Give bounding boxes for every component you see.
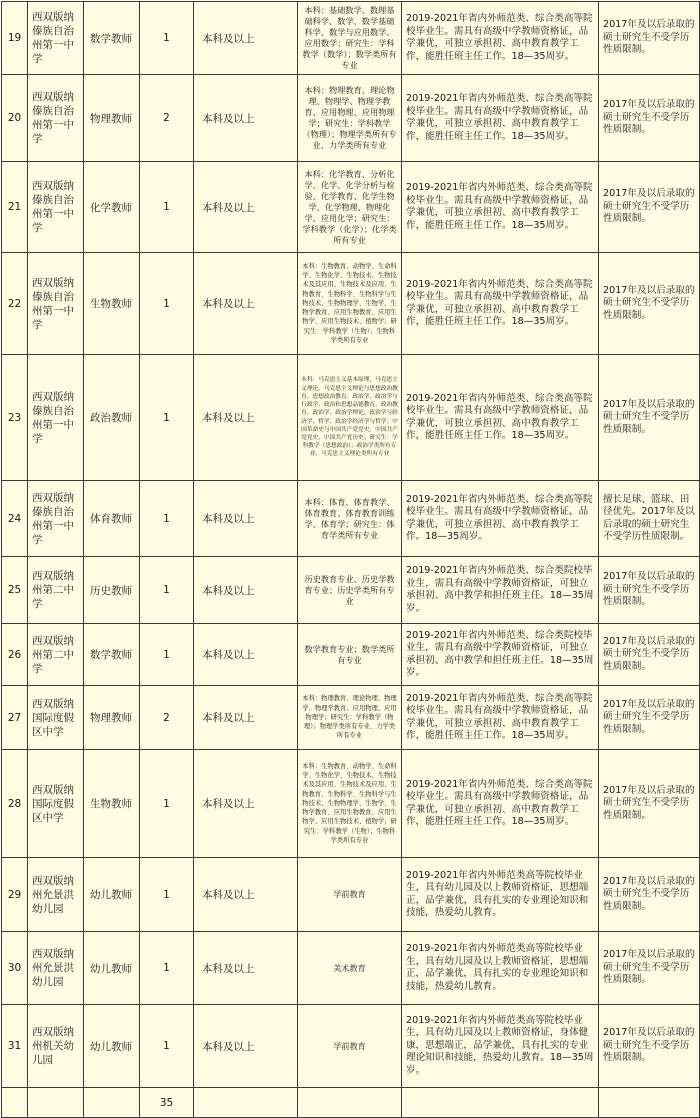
row-number: 20 [2,75,28,162]
other-requirements: 2019-2021年省内外师范类、综合类高等院校毕业生。需具有高级中学教师资格证，品学兼优，可独立承担初、高中教育教学工作。18—35周岁。 [402,481,599,557]
row-number: 29 [2,858,28,932]
position-name: 幼儿教师 [84,858,140,932]
position-name: 政治教师 [84,355,140,481]
remarks: 2017年及以后录取的硕士研究生不受学历性质限制。 [599,1005,700,1088]
position-name: 数学教师 [84,2,140,75]
education-level: 本科及以上 [194,481,298,557]
remarks: 2017年及以后录取的硕士研究生不受学历性质限制。 [599,355,700,481]
table-row [2,932,700,1005]
table-row [2,253,700,355]
hire-count: 1 [140,253,194,355]
table-row [2,1005,700,1088]
major-requirement: 本科：生物教育、动物学、生命科学、生物化学、生物技术、生物技术及其应用、生物技术及应用、生物教育、生物科学、生物科学与生物技术、生物物理学、生物学、生物学教育、应用生物教育、应用生物学、应用生物技术、植物学；研究生：学科教学（生物）；生物科学类所有专业 [298,253,402,355]
table-row [2,355,700,481]
hire-count: 1 [140,858,194,932]
position-name: 幼儿教师 [84,932,140,1005]
unit-name: 西双版纳傣族自治州第一中学 [28,75,84,162]
table-row [2,858,700,932]
hire-count: 1 [140,355,194,481]
education-level: 本科及以上 [194,253,298,355]
hire-count: 1 [140,2,194,75]
remarks: 2017年及以后录取的硕士研究生不受学历性质限制。 [599,932,700,1005]
education-level: 本科及以上 [194,932,298,1005]
position-name: 幼儿教师 [84,1005,140,1088]
total-count: 35 [140,1088,194,1118]
position-name: 化学教师 [84,162,140,253]
unit-name: 西双版纳州机关幼儿园 [28,1005,84,1088]
unit-name: 西双版纳州允景洪幼儿园 [28,932,84,1005]
unit-name: 西双版纳州允景洪幼儿园 [28,858,84,932]
education-level: 本科及以上 [194,355,298,481]
table-row [2,557,700,624]
other-requirements: 2019-2021年省内外师范类高等院校毕业生，具有幼儿园及以上教师资格证，身体健康，思想端正，品学兼优，具有扎实的专业理论知识和技能，热爱幼儿教育。18—35周岁。 [402,1005,599,1088]
remarks: 2017年及以后录取的硕士研究生不受学历性质限制。 [599,858,700,932]
table-row [2,481,700,557]
hire-count: 2 [140,686,194,750]
position-name: 生物教师 [84,750,140,858]
major-requirement: 历史教育专业、历史学教育专业；历史学类所有专业 [298,557,402,624]
row-number: 26 [2,624,28,686]
major-requirement: 数学教育专业；数学类所有专业 [298,624,402,686]
hire-count: 1 [140,557,194,624]
row-number: 22 [2,253,28,355]
remarks: 2017年及以后录取的硕士研究生不受学历性质限制。 [599,750,700,858]
hire-count: 1 [140,162,194,253]
other-requirements: 2019-2021年省内外师范类、综合类高等院校毕业生。需具有高级中学教师资格证，品学兼优，可独立承担初、高中教育教学工作，能胜任班主任工作。18—35周岁。 [402,2,599,75]
remarks: 2017年及以后录取的硕士研究生不受学历性质限制。 [599,2,700,75]
education-level: 本科及以上 [194,2,298,75]
hire-count: 1 [140,750,194,858]
hire-count: 2 [140,75,194,162]
remarks: 擅长足球、篮球、田径优先。2017年及以后录取的硕士研究生不受学历性质限制。 [599,481,700,557]
remarks: 2017年及以后录取的硕士研究生不受学历性质限制。 [599,624,700,686]
unit-name: 西双版纳国际度假区中学 [28,750,84,858]
other-requirements: 2019-2021年省内外师范类、综合类院校毕业生，需具有高级中学教师资格证，可独立承担初、高中教学和担任班主任。18—35周岁。 [402,557,599,624]
unit-name: 西双版纳傣族自治州第一中学 [28,355,84,481]
other-requirements: 2019-2021年省内外师范类、综合类高等院校毕业生。需具有高级中学教师资格证，品学兼优，可独立承担初、高中教育教学工作，能胜任班主任工作。18—35周岁。 [402,355,599,481]
row-number: 19 [2,2,28,75]
unit-name: 西双版纳州第二中学 [28,557,84,624]
row-number: 25 [2,557,28,624]
unit-name: 西双版纳傣族自治州第一中学 [28,162,84,253]
position-name: 历史教师 [84,557,140,624]
other-requirements: 2019-2021年省内外师范类、综合类高等院校毕业生。需具有高级中学教师资格证，品学兼优，可独立承担初、高中教育教学工作，能胜任班主任工作。18—35周岁。 [402,75,599,162]
row-number: 27 [2,686,28,750]
education-level: 本科及以上 [194,686,298,750]
other-requirements: 2019-2021年省内外师范类、综合类高等院校毕业生。需具有高级中学教师资格证，品学兼优，可独立承担初、高中教育教学工作，能胜任班主任工作。18—35周岁。 [402,162,599,253]
major-requirement: 本科：体育、体育教学、体育教育、体育教育训练学、体育学；研究生：体育学类所有专业 [298,481,402,557]
education-level: 本科及以上 [194,750,298,858]
major-requirement: 本科：物理教育、理论物理、物理学、物理学教育、应用物理、应用物理学；研究生：学科教学（物理）；物理学类所有专业、力学类所有专业 [298,686,402,750]
other-requirements: 2019-2021年省内外师范类、综合类高等院校毕业生。需具有高级中学教师资格证，品学兼优，可独立承担初、高中教育教学工作，能胜任班主任工作。18—35周岁。 [402,750,599,858]
major-requirement: 本科：化学教育、分析化学、化学、化学分析与检验、化学教育、化学生物学、化学物理、物理化学、应用化学；研究生：学科教学（化学）；化学类所有专业 [298,162,402,253]
remarks: 2017年及以后录取的硕士研究生不受学历性质限制。 [599,75,700,162]
total-row [2,1088,700,1118]
hire-count: 1 [140,1005,194,1088]
table-row [2,686,700,750]
table-row [2,162,700,253]
other-requirements: 2019-2021年省内外师范类高等院校毕业生，具有幼儿园及以上教师资格证，思想端正，品学兼优，具有扎实的专业理论知识和技能，热爱幼儿教育。 [402,932,599,1005]
table-row [2,75,700,162]
table-row [2,750,700,858]
remarks: 2017年及以后录取的硕士研究生不受学历性质限制。 [599,557,700,624]
education-level: 本科及以上 [194,75,298,162]
row-number: 30 [2,932,28,1005]
major-requirement: 本科：基础数学、数理基础科学、数学、数学基础科学、数学与应用数学、应用数学；研究生：学科教学（数学）；数学类所有专业 [298,2,402,75]
education-level: 本科及以上 [194,858,298,932]
recruitment-table [1,1,700,1118]
other-requirements: 2019-2021年省内外师范类、综合类高等院校毕业生。需具有高级中学教师资格证，品学兼优，可独立承担初、高中教育教学工作，能胜任班主任工作。18—35周岁。 [402,253,599,355]
education-level: 本科及以上 [194,162,298,253]
hire-count: 1 [140,481,194,557]
row-number: 21 [2,162,28,253]
position-name: 体育教师 [84,481,140,557]
remarks: 2017年及以后录取的硕士研究生不受学历性质限制。 [599,253,700,355]
row-number: 23 [2,355,28,481]
major-requirement: 学前教育 [298,858,402,932]
other-requirements: 2019-2021年省内外师范类、综合类高等院校毕业生。需具有高级中学教师资格证，品学兼优，可独立承担初、高中教育教学工作，能胜任班主任工作。18—35周岁。 [402,686,599,750]
position-name: 生物教师 [84,253,140,355]
row-number: 31 [2,1005,28,1088]
remarks: 2017年及以后录取的硕士研究生不受学历性质限制。 [599,162,700,253]
other-requirements: 2019-2021年省内外师范类高等院校毕业生，具有幼儿园及以上教师资格证，思想端正，品学兼优，具有扎实的专业理论知识和技能，热爱幼儿教育。 [402,858,599,932]
education-level: 本科及以上 [194,624,298,686]
major-requirement: 学前教育 [298,1005,402,1088]
other-requirements: 2019-2021年省内外师范类、综合类院校毕业生，需具有高级中学教师资格证，可独立承担初、高中教学和担任班主任。18—35周岁。 [402,624,599,686]
position-name: 物理教师 [84,686,140,750]
hire-count: 1 [140,624,194,686]
table-row [2,624,700,686]
major-requirement: 本科：马克思主义基本原理、马克思主义理论、马克思主义理论与思想政治教育、思想政治教育、政治学、政治学与行政学、政治和思想品德教育、政治教育、政治学、政治学理论、政治学与经济学、哲学、政治学经济学与哲学、中国革命史与中国共产党党史、中国共产党党史、中国共产党历史；研究生：学科教学（思想政治）；政治学类所有专业、马克思主义理论类所有专业 [298,355,402,481]
unit-name: 西双版纳州第二中学 [28,624,84,686]
position-name: 数学教师 [84,624,140,686]
unit-name: 西双版纳国际度假区中学 [28,686,84,750]
unit-name: 西双版纳傣族自治州第一中学 [28,2,84,75]
major-requirement: 本科：物理教育、理论物理、物理学、物理学教育、应用物理、应用物理学；研究生：学科教学（物理）；物理学类所有专业、力学类所有专业 [298,75,402,162]
major-requirement: 美术教育 [298,932,402,1005]
table-row [2,2,700,75]
unit-name: 西双版纳傣族自治州第一中学 [28,253,84,355]
remarks: 2017年及以后录取的硕士研究生不受学历性质限制。 [599,686,700,750]
hire-count: 1 [140,932,194,1005]
position-name: 物理教师 [84,75,140,162]
row-number: 28 [2,750,28,858]
unit-name: 西双版纳傣族自治州第一中学 [28,481,84,557]
major-requirement: 本科：生物教育、动物学、生命科学、生物化学、生物技术、生物技术及其应用、生物技术及应用、生物教育、生物科学、生物科学与生物技术、生物物理学、生物学、生物学教育、应用生物教育、应用生物学、应用生物技术、植物学；研究生：学科教学（生物）；生物科学类所有专业 [298,750,402,858]
row-number: 24 [2,481,28,557]
education-level: 本科及以上 [194,1005,298,1088]
education-level: 本科及以上 [194,557,298,624]
